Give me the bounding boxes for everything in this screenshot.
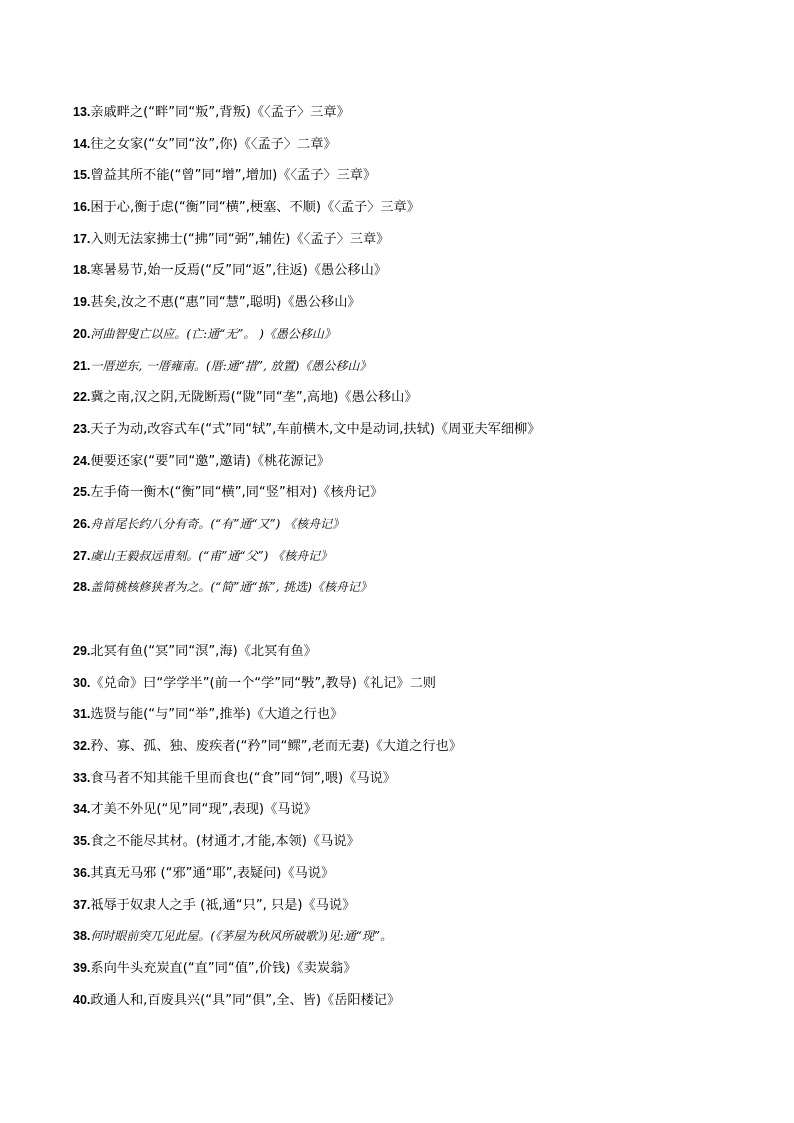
- list-item: [73, 355, 763, 387]
- item-number: 30.: [73, 675, 91, 690]
- item-text: 入则无法家拂士(“拂”同“弼”,辅佐)《〈孟子〉三章》: [90, 231, 390, 247]
- item-number: 24.: [73, 453, 91, 468]
- item-number: 29.: [73, 644, 91, 658]
- item-number: 18.: [73, 263, 91, 278]
- item-text: 选贤与能(“与”同“举”,推举)《大道之行也》: [90, 707, 344, 723]
- item-number: 15.: [73, 168, 91, 183]
- item-text: 河曲智叟亡以应。(亡:通“无”。 )《愚公移山》: [90, 326, 336, 341]
- item-number: 33.: [73, 770, 91, 785]
- item-text: 盖简桃核修狭者为之。(“简”通“拣”, 挑选)《核舟记》: [90, 580, 372, 595]
- item-number: 14.: [73, 136, 91, 151]
- list-item: [73, 672, 763, 704]
- item-text: 舟首尾长约八分有奇。(“有”通“又”) 《核舟记》: [90, 516, 345, 531]
- list-item: [73, 259, 763, 291]
- list-item: [73, 957, 763, 989]
- list-item: [73, 228, 763, 260]
- item-text: 何时眼前突兀见此屋。(《茅屋为秋风所破歌》)见:通“现”。: [90, 929, 393, 944]
- item-text: 食之不能尽其材。(材通才,才能,本领)《马说》: [90, 834, 360, 850]
- item-number: 32.: [73, 739, 91, 754]
- list-item: [73, 291, 763, 323]
- item-text: 往之女家(“女”同“汝”,你)《〈孟子〉二章》: [90, 136, 337, 152]
- list-item: [73, 418, 763, 450]
- item-number: 26.: [73, 516, 91, 531]
- item-text: 冀之南,汉之阴,无陇断焉(“陇”同“垄”,高地)《愚公移山》: [90, 390, 418, 406]
- section-1: [73, 101, 763, 608]
- item-text: 祗辱于奴隶人之手 (祗,通“只”, 只是)《马说》: [90, 897, 356, 913]
- item-number: 22.: [73, 390, 91, 405]
- item-text: 其真无马邪 (“邪”通“耶”,表疑问)《马说》: [90, 865, 335, 881]
- item-text: 困于心,衡于虑(“衡”同“横”,梗塞、不顺)《〈孟子〉三章》: [90, 200, 420, 216]
- item-number: 25.: [73, 485, 91, 500]
- list-item: [73, 323, 763, 355]
- list-item: [73, 386, 763, 418]
- list-item: [73, 450, 763, 482]
- item-text: 食马者不知其能千里而食也(“食”同“饲”,喂)《马说》: [90, 770, 396, 786]
- item-number: 16.: [73, 200, 91, 215]
- item-text: 一厝逆东, 一厝雍南。(厝:通“措”, 放置)《愚公移山》: [90, 358, 372, 373]
- item-number: 40.: [73, 992, 91, 1007]
- item-text: 便要还家(“要”同“邀”,邀请)《桃花源记》: [90, 453, 331, 469]
- item-number: 21.: [73, 358, 91, 373]
- item-text: 才美不外见(“见”同“现”,表现)《马说》: [90, 802, 317, 818]
- list-item: [73, 101, 763, 133]
- list-item: [73, 735, 763, 767]
- item-text: 北冥有鱼(“冥”同“溟”,海)《北冥有鱼》: [90, 644, 317, 659]
- list-item: [73, 576, 763, 608]
- item-number: 13.: [73, 105, 91, 119]
- item-number: 35.: [73, 834, 91, 849]
- section-2: [73, 640, 763, 1020]
- section-gap: [73, 608, 763, 640]
- item-number: 17.: [73, 231, 91, 246]
- item-text: 虞山王毅叔远甫刻。(“甫”通“父”) 《核舟记》: [90, 548, 333, 563]
- item-text: 矜、寡、孤、独、废疾者(“矜”同“鳏”,老而无妻)《大道之行也》: [90, 739, 462, 755]
- item-number: 39.: [73, 960, 91, 975]
- item-text: 政通人和,百废具兴(“具”同“俱”,全、皆)《岳阳楼记》: [90, 992, 401, 1008]
- item-number: 31.: [73, 707, 91, 722]
- list-item: [73, 545, 763, 577]
- list-item: [73, 133, 763, 165]
- list-item: [73, 767, 763, 799]
- item-number: 20.: [73, 326, 91, 341]
- list-item: [73, 830, 763, 862]
- list-item: [73, 925, 763, 957]
- item-text: 系向牛头充炭直(“直”同“值”,价钱)《卖炭翁》: [90, 960, 357, 976]
- item-text: 天子为动,改容式车(“式”同“轼”,车前横木,文中是动词,扶轼)《周亚夫军细柳》: [90, 421, 541, 437]
- item-text: 《兑命》曰“学学半”(前一个“学”同“斅”,教导)《礼记》二则: [90, 675, 436, 691]
- list-item: [73, 481, 763, 513]
- item-number: 19.: [73, 295, 91, 310]
- item-number: 38.: [73, 929, 91, 944]
- list-item: [73, 798, 763, 830]
- list-item: [73, 894, 763, 926]
- list-item: [73, 513, 763, 545]
- item-number: 28.: [73, 580, 91, 595]
- item-number: 37.: [73, 897, 91, 912]
- list-item: [73, 164, 763, 196]
- item-number: 27.: [73, 548, 91, 563]
- list-item: [73, 862, 763, 894]
- item-number: 36.: [73, 865, 91, 880]
- item-number: 23.: [73, 421, 91, 436]
- item-text: 寒暑易节,始一反焉(“反”同“返”,往返)《愚公移山》: [90, 263, 387, 279]
- item-number: 34.: [73, 802, 91, 817]
- document-body: [73, 101, 763, 1020]
- list-item: [73, 196, 763, 228]
- list-item: [73, 989, 763, 1021]
- item-text: 甚矣,汝之不惠(“惠”同“慧”,聪明)《愚公移山》: [90, 295, 361, 311]
- item-text: 左手倚一衡木(“衡”同“横”,同“竖”相对)《核舟记》: [90, 485, 384, 501]
- list-item: [73, 640, 763, 672]
- item-text: 曾益其所不能(“曾”同“增”,增加)《〈孟子〉三章》: [90, 168, 377, 184]
- list-item: [73, 703, 763, 735]
- item-text: 亲戚畔之(“畔”同“叛”,背叛)《〈孟子〉三章》: [90, 105, 350, 120]
